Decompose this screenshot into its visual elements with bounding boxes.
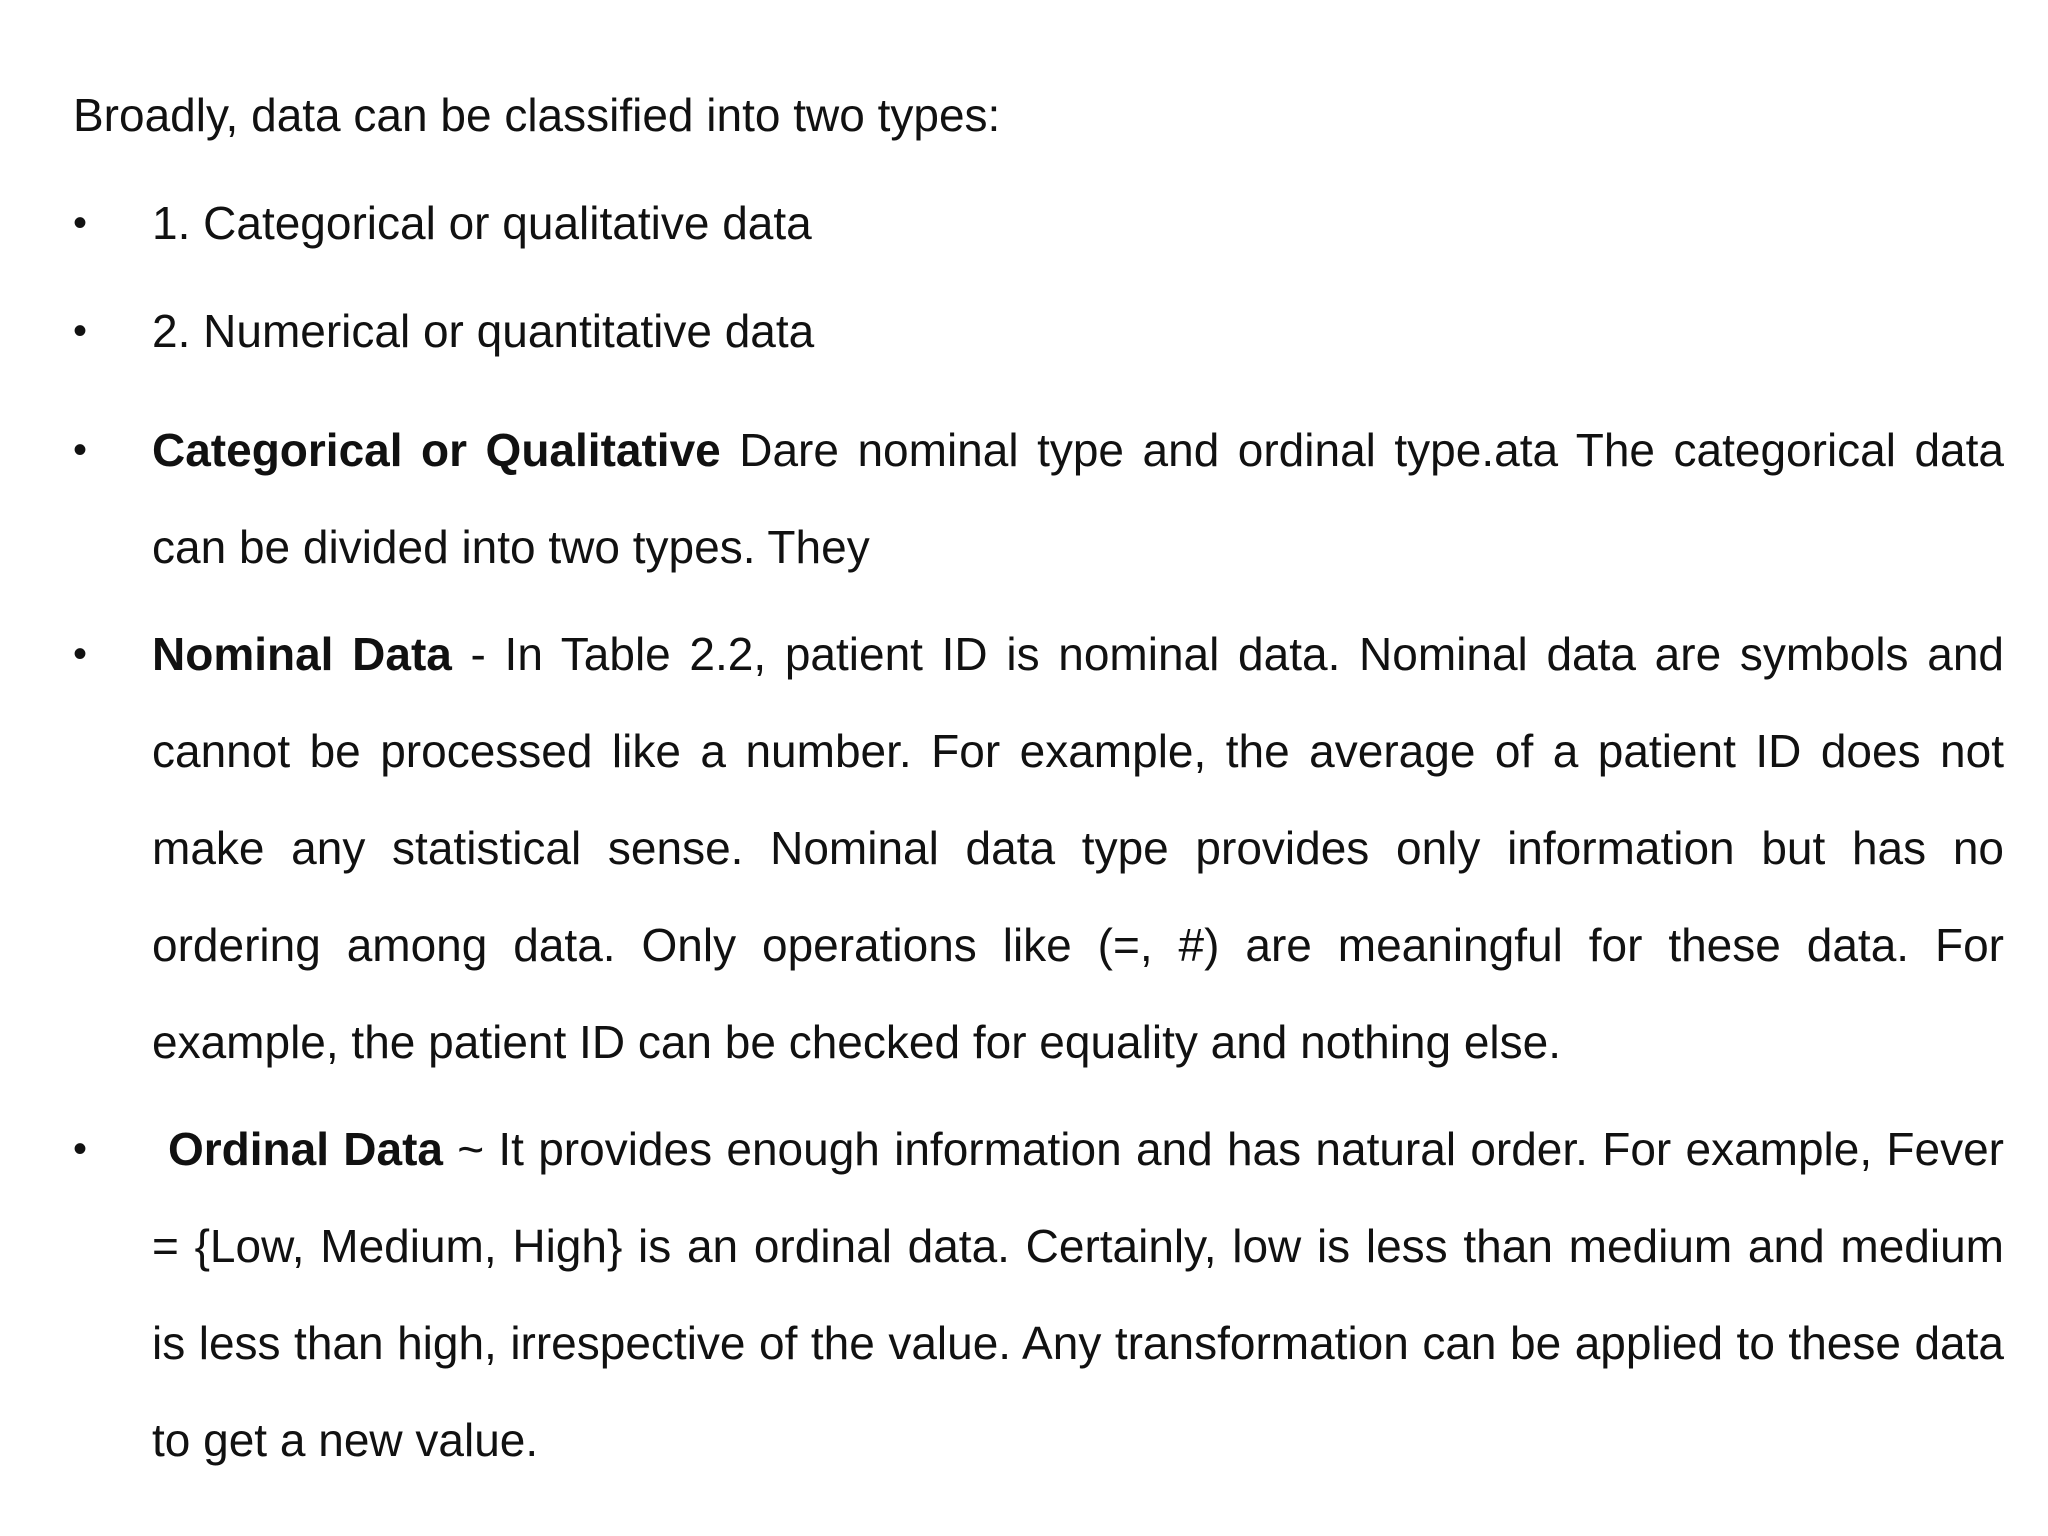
bullet-icon: • bbox=[73, 1127, 88, 1171]
list-item-text: ~ It provides enough information and has natural order. For example, Fever = {Low, Medium, High} is an ordinal data. Certainly, low is less than medium and medium is less than high, irrespective of the value. Any transformation can be applied to these data to get a new value. bbox=[152, 1123, 2004, 1466]
list-item-categorical-type bbox=[73, 186, 2004, 260]
term-ordinal-data: Ordinal Data bbox=[168, 1123, 443, 1175]
term-categorical-qualitative: Categorical or Qualitative bbox=[152, 424, 721, 476]
bullet-icon: • bbox=[73, 201, 88, 245]
list-item-categorical-definition bbox=[73, 402, 2004, 596]
list-item-nominal-data bbox=[73, 606, 2004, 1091]
list-item-text: 2. Numerical or quantitative data bbox=[152, 305, 815, 357]
list-item-ordinal-data bbox=[73, 1101, 2004, 1489]
list-item-numerical-type bbox=[73, 294, 2004, 368]
intro-text: Broadly, data can be classified into two types: bbox=[73, 89, 1001, 141]
bullet-icon: • bbox=[73, 632, 88, 676]
bullet-list bbox=[73, 186, 2004, 1489]
list-item-text: 1. Categorical or qualitative data bbox=[152, 197, 812, 249]
list-item-text: - In Table 2.2, patient ID is nominal data. Nominal data are symbols and cannot be processed like a number. For example, the average of a patient ID does not make any statistical sense. Nominal data type provides only information but has no ordering among data. Only operations like (=, #) are meaningful for these data. For example, the patient ID can be checked for equality and nothing else. bbox=[152, 628, 2004, 1068]
term-nominal-data: Nominal Data bbox=[152, 628, 452, 680]
bullet-icon: • bbox=[73, 309, 88, 353]
bullet-icon: • bbox=[73, 428, 88, 472]
list-item-text: Dare nominal type and ordinal type.ata The categorical data can be divided into two types. They bbox=[152, 424, 2004, 573]
